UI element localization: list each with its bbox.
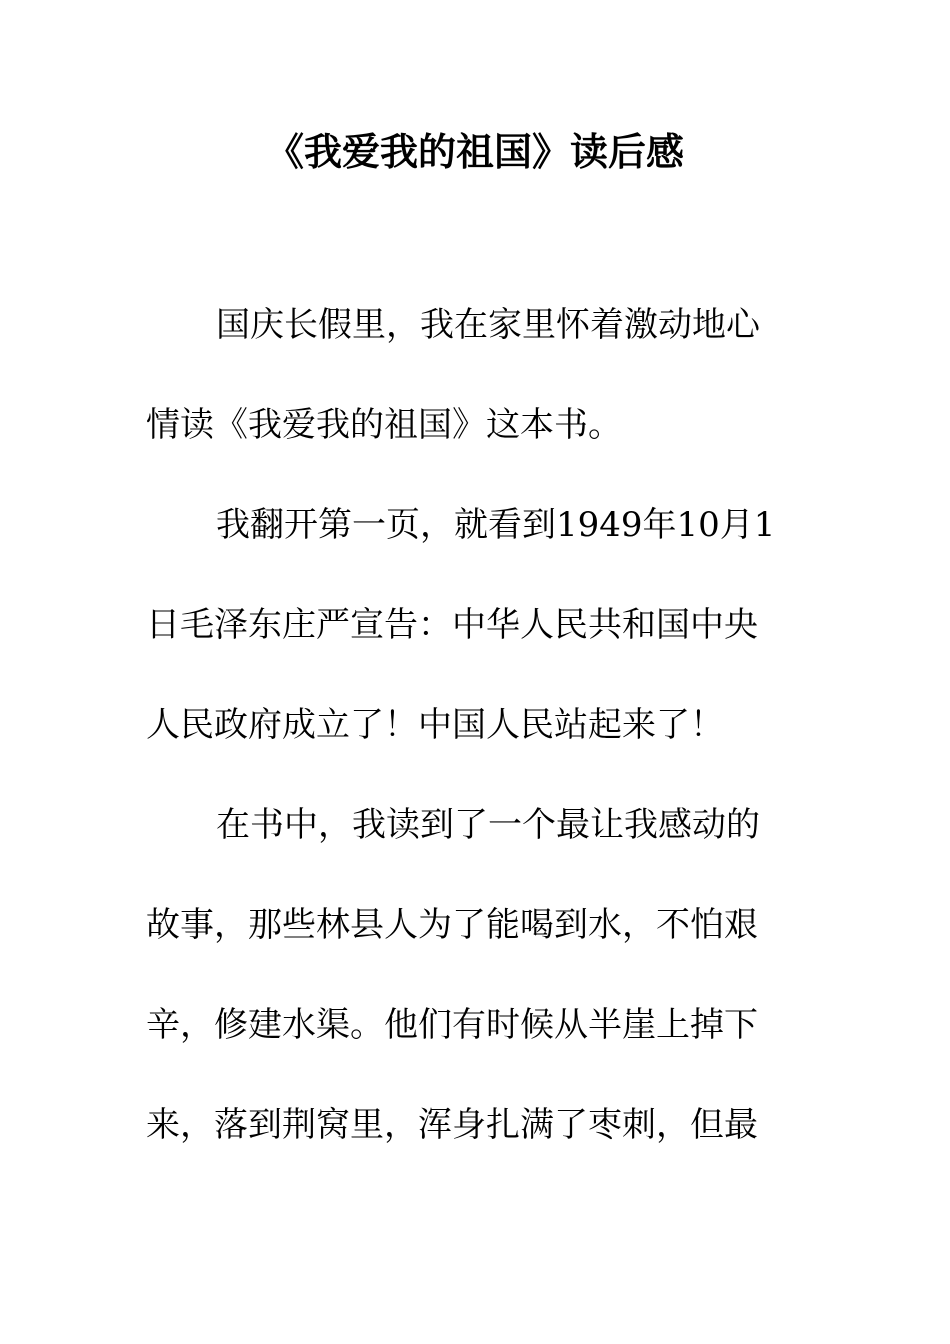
paragraph-line: 来，落到荆窝里，浑身扎满了枣刺，但最 [146,1105,758,1145]
document-title: 《我爱我的祖国》读后感 [265,129,684,174]
paragraph-line: 故事，那些林县人为了能喝到水，不怕艰 [146,905,758,945]
paragraph-line: 日毛泽东庄严宣告：中华人民共和国中央 [146,605,758,645]
paragraph-line: 国庆长假里，我在家里怀着激动地心 [216,305,760,345]
paragraph-line: 人民政府成立了！中国人民站起来了！ [146,705,724,745]
paragraph-line: 我翻开第一页，就看到1949年10月1 [216,505,776,545]
paragraph-line: 情读《我爱我的祖国》这本书。 [146,405,622,445]
paragraph-line: 辛，修建水渠。他们有时候从半崖上掉下 [146,1005,758,1045]
paragraph-line: 在书中，我读到了一个最让我感动的 [216,805,760,845]
